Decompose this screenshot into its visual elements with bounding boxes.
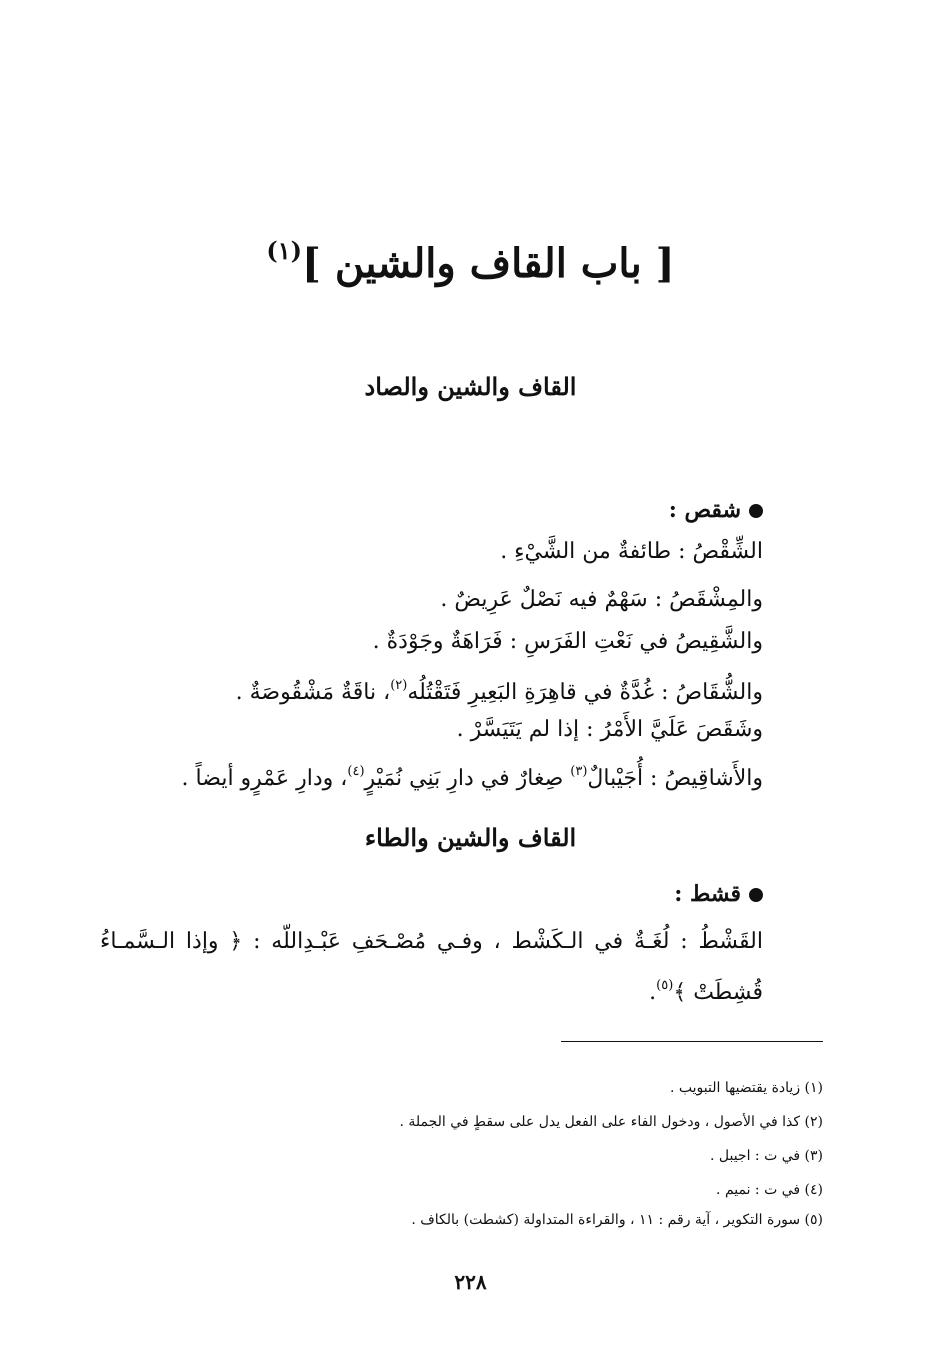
chapter-footnote-ref: (١) bbox=[266, 236, 303, 265]
entry-heading-text: قشط : bbox=[674, 881, 741, 907]
definition-line bbox=[182, 756, 763, 795]
bullet-icon bbox=[749, 504, 763, 518]
definition-line: والشَّقِيصُ في نَعْتِ الفَرَسِ : فَرَاهَةٌ وجَوْدَةٌ . bbox=[372, 629, 763, 654]
footnote-3: (٣) في ت : اجيبل . bbox=[709, 1148, 823, 1164]
definition-line bbox=[236, 670, 763, 709]
footnote-ref: (٢) bbox=[390, 678, 408, 693]
definition-line: الشِّقْصُ : طائفةٌ من الشَّيْءِ . bbox=[500, 539, 763, 564]
line-text: والأَشاقِيصُ : أُجَيْبالٌ bbox=[587, 766, 763, 791]
definition-line: وشَقَصَ عَلَيَّ الأَمْرُ : إذا لم يَتَيَسَّرْ . bbox=[456, 717, 763, 742]
definition-line: القَشْطُ : لُغَـةٌ في الـكَشْط ، وفـي مُصْـحَفِ عَبْـدِاللّه : ﴿ وإذا الـسَّمـاءُ bbox=[100, 929, 763, 954]
entry-heading-text: شقص : bbox=[668, 497, 741, 523]
footnote-4: (٤) في ت : نميم . bbox=[716, 1182, 823, 1198]
line-text: . bbox=[649, 980, 657, 1005]
definition-line: والمِشْقَصُ : سَهْمٌ فيه نَصْلٌ عَرِيضٌ . bbox=[440, 587, 763, 612]
footnote-ref: (٣) bbox=[570, 764, 588, 779]
section-title-qaf-shin-ta: القاف والشين والطاء bbox=[364, 823, 577, 852]
entry-heading-qsht bbox=[674, 881, 763, 907]
line-text: صِغارٌ في دارِ بَنِي نُمَيْرٍ bbox=[364, 766, 571, 791]
footnote-1: (١) زيادة يقتضيها التبويب . bbox=[670, 1080, 823, 1096]
footnote-ref: (٥) bbox=[656, 978, 674, 993]
line-text: والشُّقَاصُ : غُدَّةٌ في قاهِرَةِ البَعِيرِ فَتَقْتُلُه bbox=[407, 680, 763, 705]
footnote-ref: (٤) bbox=[347, 764, 365, 779]
section-title-qaf-shin-sad: القاف والشين والصاد bbox=[364, 372, 577, 401]
page-number: ٢٢٨ bbox=[454, 1270, 487, 1294]
quran-verse-end: قُشِطَتْ ﴾ bbox=[673, 980, 763, 1005]
entry-heading-shqs bbox=[669, 497, 763, 523]
chapter-title-text: [ باب القاف والشين ] bbox=[302, 240, 675, 287]
definition-line bbox=[649, 970, 763, 1009]
line-text: ، ناقَةٌ مَشْقُوصَةٌ . bbox=[235, 680, 391, 705]
bullet-icon bbox=[749, 888, 763, 902]
footnote-5: (٥) سورة التكوير ، آية رقم : ١١ ، والقراءة المتداولة (كشطت) بالكاف . bbox=[411, 1212, 823, 1228]
footnote-divider bbox=[561, 1041, 823, 1042]
line-text: ، ودارِ عَمْرٍو أيضاً . bbox=[181, 766, 348, 791]
chapter-title bbox=[0, 236, 941, 287]
footnote-2: (٢) كذا في الأصول ، ودخول الفاء على الفعل يدل على سقطٍ في الجملة . bbox=[399, 1114, 823, 1130]
